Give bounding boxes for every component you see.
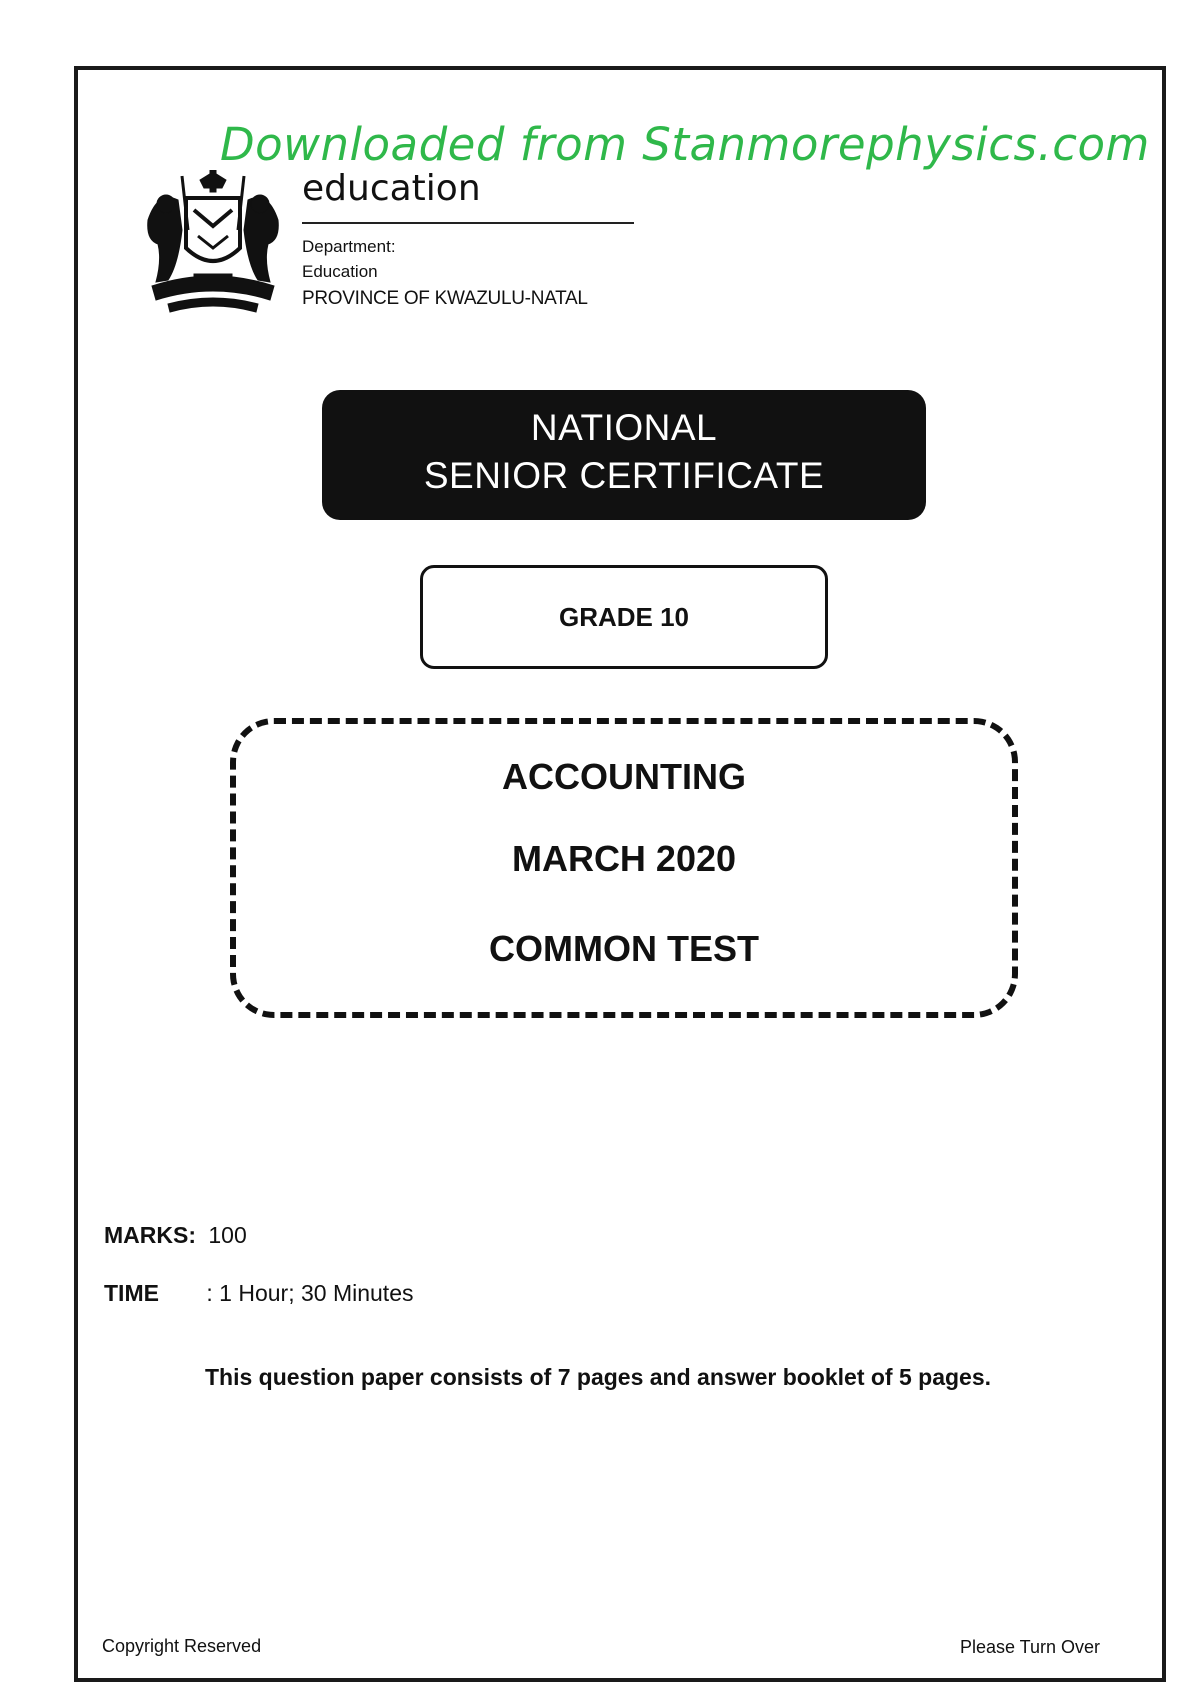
exam-type: COMMON TEST	[489, 928, 759, 969]
exam-date: MARCH 2020	[511, 838, 737, 879]
province-name: PROVINCE OF KWAZULU-NATAL	[302, 288, 588, 309]
marks-label: MARKS:	[104, 1222, 196, 1248]
nsc-banner	[322, 390, 926, 520]
nsc-line-2: SENIOR CERTIFICATE	[423, 455, 825, 496]
subject-name: ACCOUNTING	[502, 756, 746, 797]
time-value: : 1 Hour; 30 Minutes	[206, 1280, 414, 1306]
paper-pages-note: This question paper consists of 7 pages and answer booklet of 5 pages.	[205, 1364, 992, 1390]
marks-row	[104, 1222, 247, 1249]
department-name: Education	[302, 262, 378, 281]
education-wordmark: education	[302, 168, 481, 209]
watermark-text: Downloaded from Stanmorephysics.com	[220, 118, 1150, 171]
time-row	[104, 1280, 414, 1307]
department-label: Department:	[302, 237, 396, 256]
marks-value: 100	[208, 1222, 247, 1248]
turn-over-footer: Please Turn Over	[959, 1637, 1100, 1657]
subject-box	[230, 718, 1018, 1018]
header-divider	[302, 222, 634, 224]
coat-of-arms-icon	[138, 170, 288, 320]
copyright-footer: Copyright Reserved	[102, 1636, 262, 1656]
grade-box: GRADE 10	[420, 565, 828, 669]
time-label: TIME	[104, 1280, 159, 1306]
nsc-line-1: NATIONAL	[530, 407, 718, 448]
